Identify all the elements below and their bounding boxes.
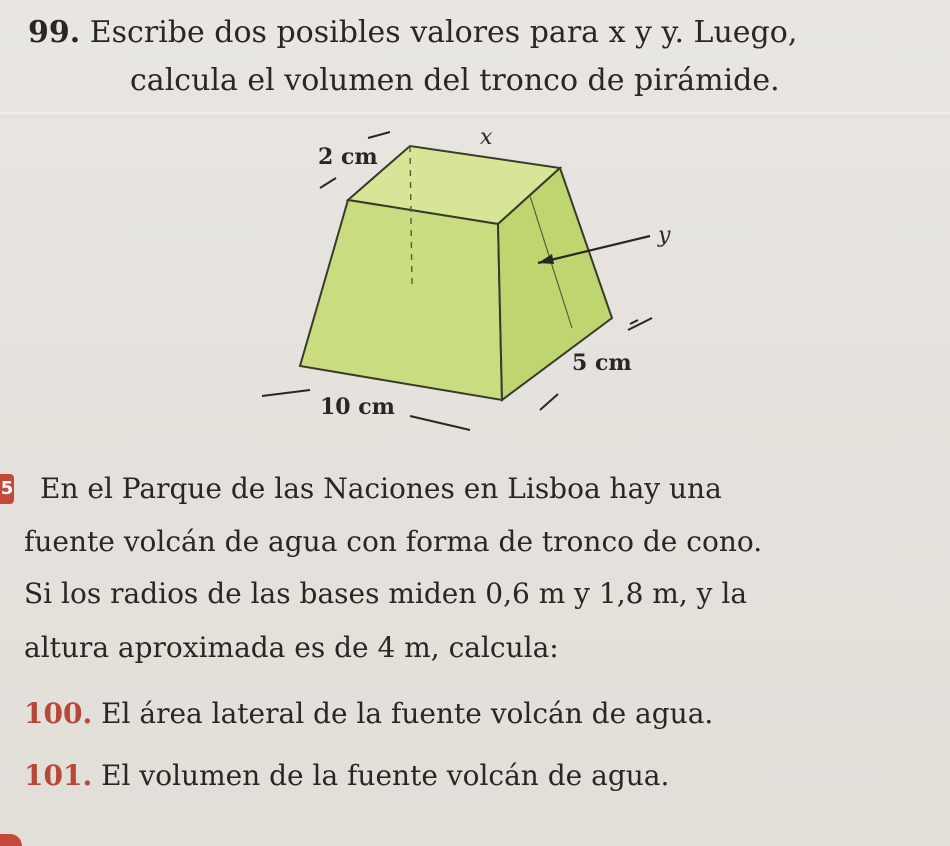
exercise-99-line-2: calcula el volumen del tronco de pirámide. [130, 63, 780, 98]
exercise-100-number: 100. [24, 697, 93, 730]
intro-line-3: Si los radios de las bases miden 0,6 m y 1,8 m, y la [24, 577, 748, 610]
intro-line-2: fuente volcán de agua con forma de tronco de cono. [24, 525, 763, 558]
section-badge: 5 [0, 474, 14, 504]
intro-line-1: En el Parque de las Naciones en Lisboa hay una [40, 472, 722, 505]
label-x: x [480, 125, 493, 150]
corner-color-tab [0, 834, 22, 846]
frustum-pyramid-diagram [240, 118, 680, 448]
label-top-2cm: 2 cm [318, 144, 378, 170]
intro-line-4: altura aproximada es de 4 m, calcula: [24, 631, 559, 664]
exercise-101-text: El volumen de la fuente volcán de agua. [101, 759, 670, 792]
label-y: y [658, 223, 671, 248]
exercise-99-text-1: Escribe dos posibles valores para x y y. Luego, [89, 15, 798, 50]
exercise-101 [24, 759, 670, 792]
label-side-5cm: 5 cm [572, 350, 632, 376]
exercise-100 [24, 697, 714, 730]
exercise-99-number: 99. [28, 15, 81, 50]
exercise-100-text: El área lateral de la fuente volcán de agua. [101, 697, 714, 730]
exercise-101-number: 101. [24, 759, 93, 792]
label-base-10cm: 10 cm [320, 394, 395, 420]
exercise-99-line-1 [28, 15, 798, 50]
frustum-front-face [300, 200, 502, 400]
